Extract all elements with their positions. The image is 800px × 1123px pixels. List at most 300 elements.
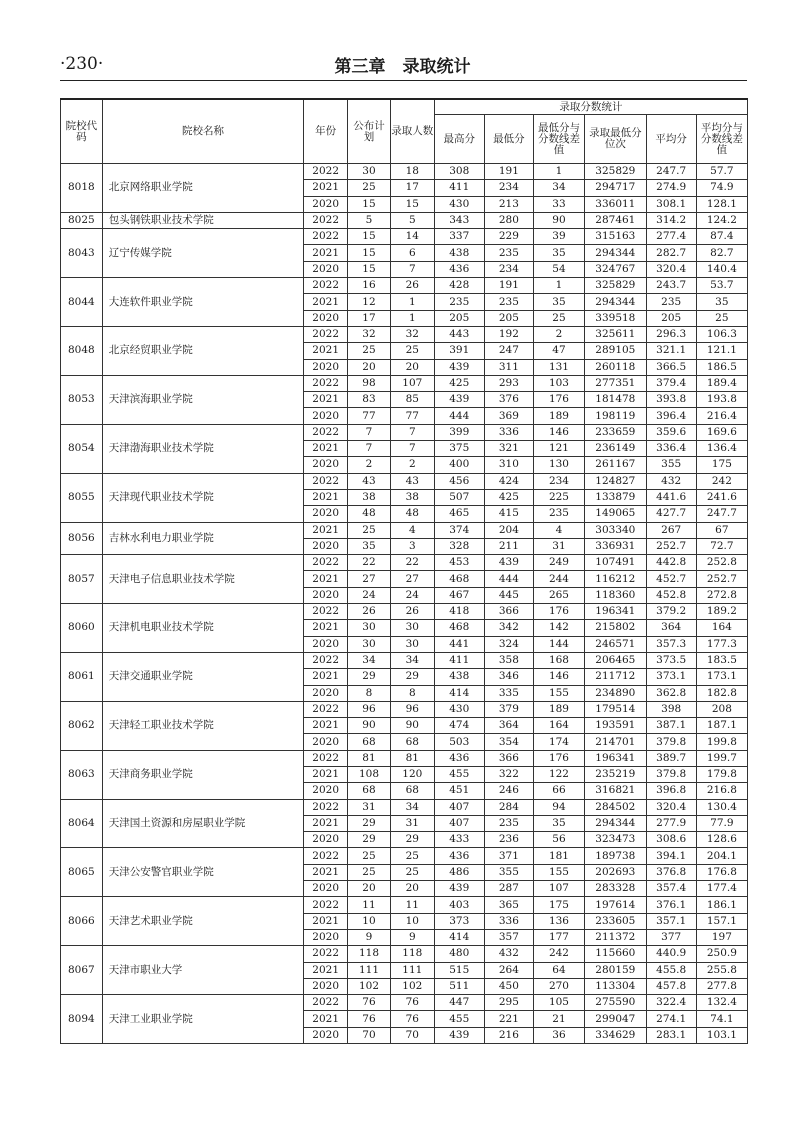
cell-plan: 32 [348,326,391,342]
cell-year: 2022 [304,212,348,228]
cell-min-diff: 54 [533,261,584,277]
cell-admitted: 81 [390,750,434,766]
cell-max: 308 [434,164,484,180]
cell-max: 399 [434,424,484,440]
cell-max: 375 [434,441,484,457]
cell-min: 376 [484,392,533,408]
cell-min-rank: 206465 [585,652,647,668]
cell-min: 264 [484,962,533,978]
cell-min-rank: 294344 [585,294,647,310]
cell-min-rank: 233659 [585,424,647,440]
cell-year: 2022 [304,848,348,864]
cell-avg: 452.7 [646,571,696,587]
cell-year: 2020 [304,408,348,424]
cell-min-diff: 146 [533,424,584,440]
cell-min-diff: 94 [533,799,584,815]
cell-avg-diff: 106.3 [696,326,747,342]
cell-min-diff: 56 [533,832,584,848]
col-header-stats-group: 录取分数统计 [434,99,747,115]
cell-plan: 90 [348,718,391,734]
cell-plan: 29 [348,815,391,831]
cell-min-diff: 35 [533,294,584,310]
cell-min-diff: 31 [533,538,584,554]
cell-plan: 15 [348,261,391,277]
cell-min: 336 [484,424,533,440]
cell-min: 192 [484,326,533,342]
cell-admitted: 29 [390,832,434,848]
cell-avg: 379.2 [646,604,696,620]
col-header-name: 院校名称 [102,99,303,164]
col-header-max: 最高分 [434,115,484,164]
school-code: 8067 [61,946,103,995]
school-name: 天津电子信息职业技术学院 [102,555,303,604]
school-code: 8061 [61,652,103,701]
cell-avg-diff: 128.6 [696,832,747,848]
cell-avg-diff: 186.1 [696,897,747,913]
cell-avg-diff: 179.8 [696,766,747,782]
cell-max: 436 [434,848,484,864]
cell-avg-diff: 136.4 [696,441,747,457]
table-row [61,326,748,342]
cell-plan: 27 [348,571,391,587]
cell-plan: 43 [348,473,391,489]
cell-min: 311 [484,359,533,375]
cell-admitted: 34 [390,652,434,668]
cell-plan: 5 [348,212,391,228]
cell-min-diff: 34 [533,180,584,196]
cell-min-rank: 325829 [585,278,647,294]
cell-avg: 320.4 [646,261,696,277]
cell-avg: 205 [646,310,696,326]
cell-min: 439 [484,555,533,571]
cell-min-diff: 39 [533,229,584,245]
cell-min-rank: 133879 [585,489,647,505]
cell-admitted: 102 [390,978,434,994]
cell-avg-diff: 103.1 [696,1027,747,1043]
cell-min-rank: 303340 [585,522,647,538]
cell-year: 2021 [304,489,348,505]
cell-min: 295 [484,995,533,1011]
cell-min-rank: 336931 [585,538,647,554]
cell-avg: 393.8 [646,392,696,408]
cell-max: 438 [434,245,484,261]
cell-min: 246 [484,783,533,799]
cell-max: 337 [434,229,484,245]
cell-avg: 457.8 [646,978,696,994]
cell-plan: 76 [348,995,391,1011]
cell-year: 2020 [304,196,348,212]
table-row [61,652,748,668]
cell-admitted: 7 [390,424,434,440]
cell-admitted: 10 [390,913,434,929]
chapter-title: 第三章 录取统计 [334,57,471,77]
cell-min-rank: 118360 [585,587,647,603]
cell-avg-diff: 183.5 [696,652,747,668]
cell-avg: 376.8 [646,864,696,880]
cell-year: 2021 [304,392,348,408]
cell-avg-diff: 169.6 [696,424,747,440]
cell-max: 418 [434,604,484,620]
cell-avg-diff: 87.4 [696,229,747,245]
cell-avg-diff: 82.7 [696,245,747,261]
table-row [61,424,748,440]
cell-min-diff: 176 [533,392,584,408]
cell-min-rank: 211372 [585,929,647,945]
cell-admitted: 90 [390,718,434,734]
cell-max: 373 [434,913,484,929]
cell-min-rank: 198119 [585,408,647,424]
cell-min-diff: 47 [533,343,584,359]
cell-plan: 30 [348,636,391,652]
cell-avg-diff: 199.8 [696,734,747,750]
cell-max: 407 [434,799,484,815]
school-code: 8094 [61,995,103,1044]
cell-plan: 96 [348,701,391,717]
school-name: 包头钢铁职业技术学院 [102,212,303,228]
cell-admitted: 38 [390,489,434,505]
cell-max: 474 [434,718,484,734]
cell-min-rank: 289105 [585,343,647,359]
cell-min-rank: 116212 [585,571,647,587]
cell-min: 235 [484,294,533,310]
cell-avg-diff: 175 [696,457,747,473]
cell-min-diff: 130 [533,457,584,473]
cell-year: 2022 [304,897,348,913]
cell-avg: 366.5 [646,359,696,375]
cell-plan: 16 [348,278,391,294]
cell-admitted: 76 [390,995,434,1011]
school-name: 天津轻工职业技术学院 [102,701,303,750]
cell-min: 191 [484,164,533,180]
cell-min: 357 [484,929,533,945]
cell-min-rank: 214701 [585,734,647,750]
cell-max: 453 [434,555,484,571]
cell-min-diff: 155 [533,864,584,880]
cell-avg-diff: 132.4 [696,995,747,1011]
cell-min: 191 [484,278,533,294]
cell-max: 414 [434,685,484,701]
cell-min-diff: 131 [533,359,584,375]
cell-admitted: 68 [390,734,434,750]
cell-year: 2020 [304,685,348,701]
cell-avg: 359.6 [646,424,696,440]
cell-avg: 364 [646,620,696,636]
cell-min-diff: 168 [533,652,584,668]
cell-max: 511 [434,978,484,994]
cell-min-rank: 189738 [585,848,647,864]
cell-avg-diff: 277.8 [696,978,747,994]
page-number: ·230· [60,54,104,74]
school-code: 8055 [61,473,103,522]
header-rule [60,80,747,81]
cell-max: 439 [434,881,484,897]
school-name: 天津滨海职业学院 [102,375,303,424]
cell-min: 204 [484,522,533,538]
cell-year: 2021 [304,294,348,310]
page-header [60,50,745,78]
cell-max: 428 [434,278,484,294]
cell-avg: 308.1 [646,196,696,212]
cell-plan: 17 [348,310,391,326]
cell-admitted: 11 [390,897,434,913]
cell-min-diff: 189 [533,408,584,424]
cell-min: 205 [484,310,533,326]
col-header-plan: 公布计划 [348,99,391,164]
cell-min: 221 [484,1011,533,1027]
cell-year: 2022 [304,375,348,391]
cell-plan: 25 [348,522,391,538]
cell-admitted: 4 [390,522,434,538]
cell-min: 336 [484,913,533,929]
school-name: 大连软件职业学院 [102,278,303,327]
cell-year: 2021 [304,180,348,196]
cell-admitted: 68 [390,783,434,799]
cell-avg: 432 [646,473,696,489]
cell-avg-diff: 128.1 [696,196,747,212]
cell-avg: 440.9 [646,946,696,962]
cell-avg: 235 [646,294,696,310]
table-row [61,522,748,538]
cell-year: 2022 [304,229,348,245]
cell-min: 216 [484,1027,533,1043]
cell-year: 2022 [304,326,348,342]
cell-min-rank: 323473 [585,832,647,848]
cell-year: 2020 [304,734,348,750]
cell-max: 403 [434,897,484,913]
cell-avg-diff: 72.7 [696,538,747,554]
school-code: 8054 [61,424,103,473]
cell-plan: 68 [348,783,391,799]
cell-admitted: 107 [390,375,434,391]
school-name: 天津艺术职业学院 [102,897,303,946]
cell-avg-diff: 74.9 [696,180,747,196]
cell-max: 411 [434,652,484,668]
cell-max: 414 [434,929,484,945]
cell-min: 366 [484,750,533,766]
cell-admitted: 96 [390,701,434,717]
cell-min: 424 [484,473,533,489]
cell-avg-diff: 25 [696,310,747,326]
cell-avg: 277.9 [646,815,696,831]
cell-plan: 9 [348,929,391,945]
cell-min-rank: 233605 [585,913,647,929]
cell-avg: 377 [646,929,696,945]
cell-avg: 455.8 [646,962,696,978]
col-header-min-rank: 录取最低分位次 [585,115,647,164]
cell-avg-diff: 216.4 [696,408,747,424]
cell-min: 346 [484,669,533,685]
cell-admitted: 25 [390,864,434,880]
cell-year: 2020 [304,636,348,652]
cell-avg-diff: 182.8 [696,685,747,701]
cell-max: 503 [434,734,484,750]
cell-avg-diff: 250.9 [696,946,747,962]
cell-avg: 314.2 [646,212,696,228]
cell-avg: 379.8 [646,734,696,750]
school-code: 8065 [61,848,103,897]
cell-min-diff: 107 [533,881,584,897]
cell-min-diff: 121 [533,441,584,457]
cell-plan: 24 [348,587,391,603]
cell-max: 486 [434,864,484,880]
cell-admitted: 7 [390,261,434,277]
cell-avg-diff: 157.1 [696,913,747,929]
cell-min: 365 [484,897,533,913]
cell-avg: 389.7 [646,750,696,766]
table-row [61,164,748,180]
cell-min: 310 [484,457,533,473]
school-code: 8053 [61,375,103,424]
table-row [61,701,748,717]
cell-avg-diff: 199.7 [696,750,747,766]
cell-admitted: 25 [390,343,434,359]
cell-avg: 308.6 [646,832,696,848]
cell-admitted: 20 [390,881,434,897]
cell-admitted: 22 [390,555,434,571]
cell-avg: 362.8 [646,685,696,701]
cell-year: 2021 [304,441,348,457]
cell-max: 455 [434,1011,484,1027]
cell-year: 2021 [304,962,348,978]
cell-avg: 379.8 [646,766,696,782]
cell-max: 205 [434,310,484,326]
cell-plan: 98 [348,375,391,391]
cell-min-rank: 275590 [585,995,647,1011]
cell-min-rank: 196341 [585,604,647,620]
cell-avg: 379.4 [646,375,696,391]
cell-max: 465 [434,506,484,522]
cell-plan: 25 [348,864,391,880]
cell-min: 445 [484,587,533,603]
table-row [61,848,748,864]
cell-min: 247 [484,343,533,359]
cell-max: 343 [434,212,484,228]
cell-plan: 20 [348,881,391,897]
school-code: 8063 [61,750,103,799]
cell-avg: 336.4 [646,441,696,457]
cell-year: 2021 [304,864,348,880]
cell-min-rank: 181478 [585,392,647,408]
cell-avg: 357.4 [646,881,696,897]
cell-min-diff: 36 [533,1027,584,1043]
col-header-avg: 平均分 [646,115,696,164]
table-row [61,555,748,571]
school-code: 8056 [61,522,103,555]
cell-min: 355 [484,864,533,880]
cell-admitted: 14 [390,229,434,245]
school-name: 天津公安警官职业学院 [102,848,303,897]
cell-admitted: 9 [390,929,434,945]
cell-avg: 373.5 [646,652,696,668]
cell-plan: 68 [348,734,391,750]
cell-min-rank: 299047 [585,1011,647,1027]
cell-min: 366 [484,604,533,620]
cell-admitted: 25 [390,848,434,864]
cell-max: 515 [434,962,484,978]
cell-min-diff: 249 [533,555,584,571]
cell-max: 400 [434,457,484,473]
cell-min-diff: 122 [533,766,584,782]
cell-year: 2021 [304,815,348,831]
cell-min-diff: 225 [533,489,584,505]
cell-min-diff: 155 [533,685,584,701]
cell-min-rank: 113304 [585,978,647,994]
cell-year: 2021 [304,913,348,929]
cell-avg: 283.1 [646,1027,696,1043]
cell-max: 441 [434,636,484,652]
cell-admitted: 29 [390,669,434,685]
cell-plan: 15 [348,229,391,245]
cell-min: 324 [484,636,533,652]
cell-admitted: 1 [390,310,434,326]
cell-min-rank: 193591 [585,718,647,734]
cell-min-rank: 294344 [585,245,647,261]
cell-avg-diff: 241.6 [696,489,747,505]
cell-min-diff: 25 [533,310,584,326]
school-name: 天津渤海职业技术学院 [102,424,303,473]
cell-min: 335 [484,685,533,701]
cell-min-rank: 325611 [585,326,647,342]
cell-admitted: 17 [390,180,434,196]
cell-avg: 274.1 [646,1011,696,1027]
cell-avg-diff: 247.7 [696,506,747,522]
col-header-avg-diff: 平均分与分数线差值 [696,115,747,164]
cell-min: 415 [484,506,533,522]
cell-avg-diff: 252.7 [696,571,747,587]
cell-avg-diff: 272.8 [696,587,747,603]
cell-admitted: 24 [390,587,434,603]
school-name: 北京经贸职业学院 [102,326,303,375]
cell-year: 2022 [304,473,348,489]
cell-min-rank: 287461 [585,212,647,228]
cell-admitted: 7 [390,441,434,457]
cell-plan: 34 [348,652,391,668]
cell-max: 235 [434,294,484,310]
cell-avg-diff: 140.4 [696,261,747,277]
header-row [61,99,748,115]
cell-min: 342 [484,620,533,636]
cell-plan: 25 [348,848,391,864]
cell-avg: 427.7 [646,506,696,522]
cell-year: 2022 [304,652,348,668]
school-name: 辽宁传媒学院 [102,229,303,278]
cell-avg-diff: 177.3 [696,636,747,652]
cell-admitted: 31 [390,815,434,831]
school-name: 天津现代职业技术学院 [102,473,303,522]
cell-min: 287 [484,881,533,897]
cell-avg: 247.7 [646,164,696,180]
table-row [61,229,748,245]
cell-avg-diff: 252.8 [696,555,747,571]
school-name: 吉林水利电力职业学院 [102,522,303,555]
cell-plan: 22 [348,555,391,571]
cell-min-diff: 181 [533,848,584,864]
cell-min-diff: 176 [533,750,584,766]
cell-avg: 387.1 [646,718,696,734]
cell-min-diff: 1 [533,164,584,180]
cell-max: 438 [434,669,484,685]
cell-min-diff: 235 [533,506,584,522]
cell-min: 444 [484,571,533,587]
cell-min-diff: 265 [533,587,584,603]
cell-admitted: 1 [390,294,434,310]
cell-year: 2020 [304,929,348,945]
cell-max: 328 [434,538,484,554]
cell-min: 235 [484,815,533,831]
cell-year: 2022 [304,799,348,815]
cell-min-rank: 179514 [585,701,647,717]
cell-admitted: 18 [390,164,434,180]
